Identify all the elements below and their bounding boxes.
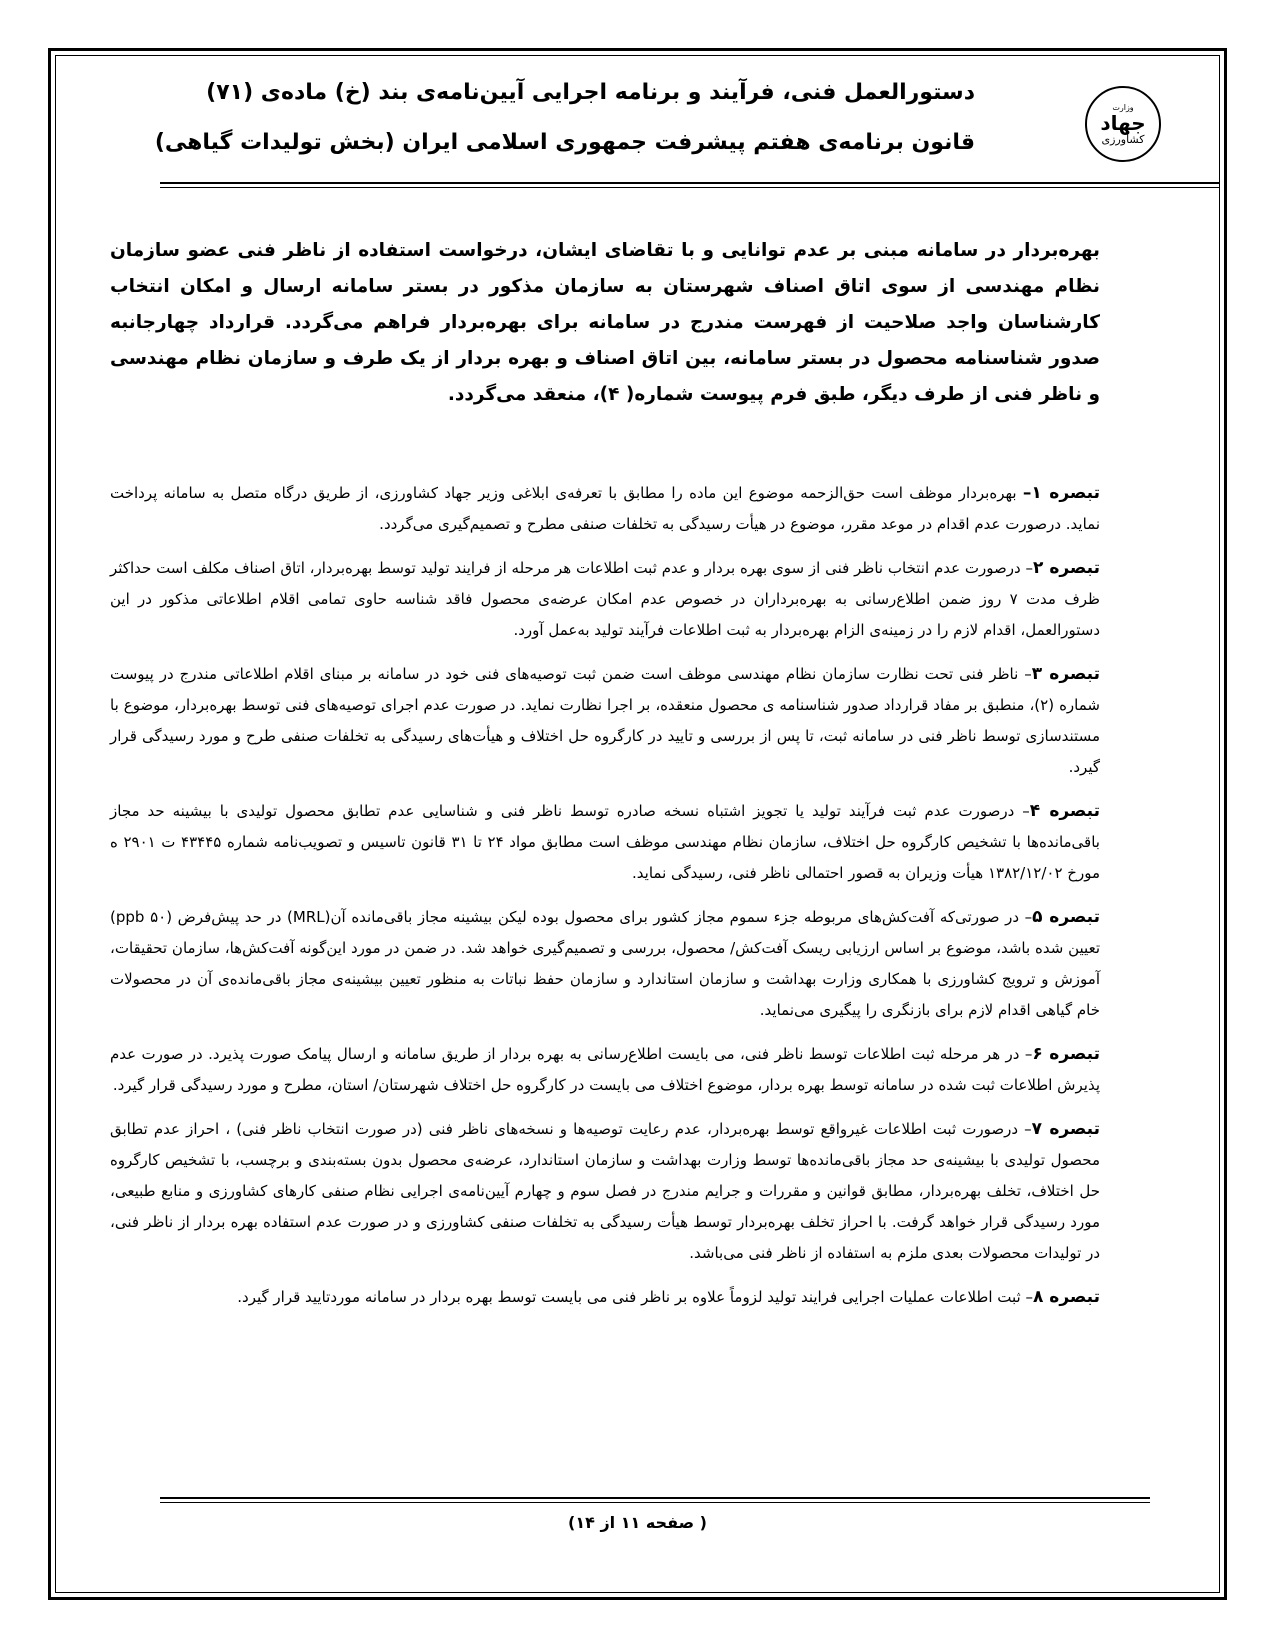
header-divider-thin (160, 187, 1220, 188)
logo-main-text: جهاد (1100, 110, 1146, 135)
note-text: – ثبت اطلاعات عملیات اجرایی فرایند تولید لزوماً علاوه بر ناظر فنی می بایست توسط بهره بردار در سامانه موردتایید قرار گیرد. (237, 1288, 1033, 1306)
note-6 (110, 1039, 1100, 1101)
note-text: – درصورت عدم انتخاب ناظر فنی از سوی بهره بردار و عدم ثبت اطلاعات هر مرحله از فرایند تولید توسط بهره‌بردار، اتاق اصناف مکلف است حداکثر ظرف مدت ۷ روز ضمن اطلاع‌رسانی به بهره‌برداران در خصوص عدم امکان عرضه‌ی محصول فاقد شناسه حاوی تمامی اقلام اطلاعاتی مذکور در این دستورالعمل، اقدام لازم را در زمینه‌ی الزام بهره‌بردار به ثبت اطلاعات فرآیند تولید به‌عمل آورد. (110, 559, 1100, 639)
note-3 (110, 659, 1100, 783)
page-number: ( صفحه ۱۱ از ۱۴) (568, 1513, 707, 1532)
logo-sub-text: کشاورزی (1101, 132, 1145, 146)
note-label: تبصره ۳ (1031, 664, 1100, 684)
note-label: تبصره ۵ (1032, 907, 1100, 927)
note-label: تبصره ۱– (1022, 483, 1100, 503)
note-label: تبصره ۷ (1031, 1119, 1101, 1139)
note-1 (110, 478, 1100, 540)
note-text: – درصورت عدم ثبت فرآیند تولید یا تجویز اشتباه نسخه صادره توسط ناظر فنی و شناسایی عدم تطابق محصول تولیدی با بیشینه حد مجاز باقی‌مانده‌ها با تشخیص کارگروه حل اختلاف، سازمان نظام مهندسی موظف است مطابق مواد ۲۴ تا ۳۱ قانون تاسیس و تصویب‌نامه شماره ۴۳۴۴۵ ت ۲۹۰۱ ه مورخ ۱۳۸۲/۱۲/۰۲ هیأت وزیران به قصور احتمالی ناظر فنی، رسیدگی نماید. (110, 802, 1100, 882)
note-text: – در صورتی‌که آفت‌کش‌های مربوطه جزء سموم مجاز کشور برای محصول بوده لیکن بیشینه مجاز باقی‌مانده آن(MRL) در حد پیش‌فرض (۵۰ ppb) تعیین شده باشد، موضوع بر اساس ارزیابی ریسک آفت‌کش/ محصول، بررسی و تصمیم‌گیری خواهد شد. در ضمن در مورد این‌گونه آفت‌کش‌ها، سازمان تحقیقات، آموزش و ترویج کشاورزی با همکاری وزارت بهداشت و سازمان استاندارد و سازمان حفظ نباتات به منظور تعیین بیشینه‌ی مجاز باقی‌مانده‌ی آن در محصولات خام گیاهی اقدام لازم برای بازنگری را پیگیری می‌نماید. (110, 908, 1100, 1019)
header-divider (160, 182, 1220, 184)
note-2 (110, 553, 1100, 646)
document-title-line-1: دستورالعمل فنی، فرآیند و برنامه اجرایی آیین‌نامه‌ی بند (خ) ماده‌ی (۷۱) (206, 80, 975, 105)
intro-paragraph: بهره‌بردار در سامانه مبنی بر عدم توانایی و با تقاضای ایشان، درخواست استفاده از ناظر فنی عضو سازمان نظام مهندسی از سوی اتاق اصناف شهرستان به سازمان مذکور در بستر سامانه ارسال و امکان انتخاب کارشناسان واجد صلاحیت از فهرست مندرج در سامانه برای بهره‌بردار فراهم می‌گردد. قرارداد چهارجانبه صدور شناسنامه محصول در بستر سامانه، بین اتاق اصناف و بهره بردار از یک طرف و سازمان نظام مهندسی و ناظر فنی از طرف دیگر، طبق فرم پیوست شماره( ۴)، منعقد می‌گردد. (110, 239, 1100, 405)
note-8 (110, 1282, 1100, 1313)
note-text: – ناظر فنی تحت نظارت سازمان نظام مهندسی موظف است ضمن ثبت توصیه‌های فنی خود در سامانه بر مبنای اقلام اطلاعاتی مندرج در پیوست شماره (۲)، منطبق بر مفاد قرارداد صدور شناسنامه ی محصول منعقده، بر اجرا نظارت نماید. در صورت عدم اجرای توصیه‌های فنی توسط بهره‌بردار، موضوع با مستندسازی توسط ناظر فنی در سامانه ثبت، تا پس از بررسی و تایید در کارگروه حل اختلاف و هیأت‌های رسیدگی به تخلفات صنفی طرح و مورد رسیدگی قرار گیرد. (110, 665, 1100, 776)
notes-list (110, 478, 1100, 1326)
note-text: – درصورت ثبت اطلاعات غیرواقع توسط بهره‌بردار، عدم رعایت توصیه‌ها و نسخه‌های ناظر فنی (در صورت انتخاب ناظر فنی) ، احراز عدم تطابق محصول تولیدی با بیشینه‌ی حد مجاز باقی‌مانده‌ها توسط وزارت بهداشت و سازمان استاندارد، عرضه‌ی محصول بدون بسته‌بندی و برچسب، با تشخیص کارگروه حل اختلاف، تخلف بهره‌بردار، مطابق قوانین و مقررات و جرایم مندرج در فصل سوم و چهارم آیین‌نامه‌ی اجرایی نظام صنفی کارهای کشاورزی و منابع طبیعی، مورد رسیدگی قرار خواهد گرفت. با احراز تخلف بهره‌بردار توسط هیأت رسیدگی به تخلفات صنفی کشاورزی و در صورت عدم استفاده بهره بردار از ناظر فنی، در تولیدات محصولات بعدی ملزم به استفاده از ناظر فنی می‌باشد. (110, 1120, 1100, 1262)
note-label: تبصره ۲ (1032, 558, 1101, 578)
logo-top-text: وزارت (1112, 102, 1134, 112)
note-label: تبصره ۶ (1032, 1044, 1100, 1064)
note-label: تبصره ۸ (1033, 1287, 1100, 1307)
note-text: – در هر مرحله ثبت اطلاعات توسط ناظر فنی، می بایست اطلاع‌رسانی به بهره بردار از طریق سامانه و ارسال پیامک صورت پذیرد. در صورت عدم پذیرش اطلاعات ثبت شده در سامانه توسط بهره بردار، موضوع اختلاف می بایست در کارگروه حل اختلاف شهرستان/ استان، مطرح و مورد رسیدگی قرار گیرد. (110, 1045, 1100, 1094)
footer-divider-thin (160, 1502, 1150, 1503)
document-title-line-2: قانون برنامه‌ی هفتم پیشرفت جمهوری اسلامی ایران (بخش تولیدات گیاهی) (154, 130, 975, 155)
note-4 (110, 796, 1100, 889)
note-5 (110, 902, 1100, 1026)
note-text: بهره‌بردار موظف است حق‌الزحمه موضوع این ماده را مطابق با تعرفه‌ی ابلاغی وزیر جهاد کشاورزی، از طریق درگاه متصل به سامانه پرداخت نماید. درصورت عدم اقدام در موعد مقرر، موضوع در هیأت رسیدگی به تخلفات صنفی مطرح و تصمیم‌گیری می‌گردد. (110, 484, 1100, 533)
jahad-keshavarzi-logo-icon (1085, 86, 1161, 162)
note-7 (110, 1114, 1100, 1269)
footer-divider (160, 1497, 1150, 1499)
note-label: تبصره ۴ (1029, 801, 1100, 821)
